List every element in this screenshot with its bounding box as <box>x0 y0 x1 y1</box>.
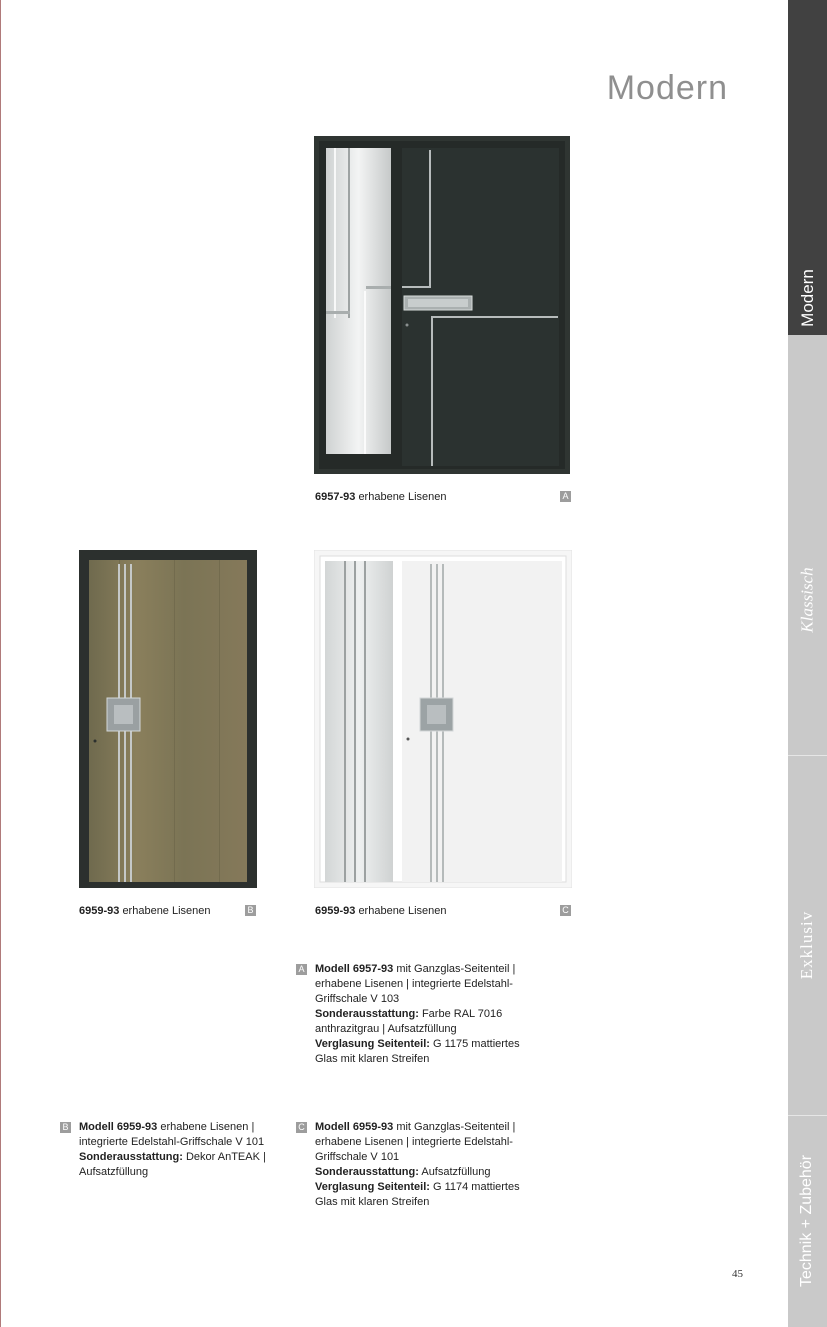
tab-modern[interactable] <box>788 0 827 335</box>
badge-c: C <box>296 1122 307 1133</box>
model-text: mit Ganzglas-Seitenteil | erhabene Lisenen | integrierte Edelstahl-Griffschale V 103 <box>315 963 516 1005</box>
sonder-text: Dekor AnTEAK | Aufsatzfüllung <box>79 1151 266 1178</box>
sonder-text: Farbe RAL 7016 anthrazitgrau | Aufsatzfüllung <box>315 1008 503 1035</box>
verglasung-text: G 1175 mattiertes Glas mit klaren Streifen <box>315 1038 520 1065</box>
verglasung-text: G 1174 mattiertes Glas mit klaren Streifen <box>315 1181 520 1208</box>
model-label: Modell 6959-93 <box>315 1121 394 1133</box>
door-caption-text: erhabene Lisenen <box>358 491 447 503</box>
door-caption-text: erhabene Lisenen <box>358 905 447 917</box>
sonder-text: Aufsatzfüllung <box>418 1166 491 1178</box>
badge-b: B <box>245 905 256 916</box>
badge-a: A <box>296 964 307 975</box>
door-image-a <box>314 136 570 474</box>
badge-b: B <box>60 1122 71 1133</box>
tab-label: Exklusiv <box>797 910 817 980</box>
sonder-label: Sonderausstattung: <box>315 1166 419 1178</box>
verglasung-label: Verglasung Seitenteil: <box>315 1181 430 1193</box>
page-number: 45 <box>732 1268 743 1280</box>
tab-technik[interactable] <box>788 1115 827 1327</box>
page-edge-rule <box>0 0 1 1327</box>
badge-a: A <box>560 491 571 502</box>
door-caption <box>315 905 447 917</box>
tab-divider <box>788 755 827 756</box>
tab-label: Modern <box>797 268 817 327</box>
description-b <box>79 1120 269 1180</box>
model-number: 6957-93 <box>315 491 356 503</box>
door-image-c <box>314 550 572 888</box>
description-c <box>315 1120 530 1210</box>
model-number: 6959-93 <box>79 905 120 917</box>
door-caption <box>79 905 211 917</box>
tab-label: Klassisch <box>797 567 817 633</box>
model-text: mit Ganzglas-Seitenteil | erhabene Lisenen | integrierte Edelstahl-Griffschale V 101 <box>315 1121 516 1163</box>
door-caption <box>315 491 447 503</box>
sonder-label: Sonderausstattung: <box>315 1008 419 1020</box>
model-label: Modell 6957-93 <box>315 963 394 975</box>
model-label: Modell 6959-93 <box>79 1121 158 1133</box>
section-tabs <box>788 0 827 1327</box>
tab-label: Technik + Zubehör <box>798 1154 816 1288</box>
model-text: erhabene Lisenen | integrierte Edelstahl-Griffschale V 101 <box>79 1121 265 1148</box>
tab-divider <box>788 1115 827 1116</box>
sonder-label: Sonderausstattung: <box>79 1151 183 1163</box>
page-title: Modern <box>606 68 728 107</box>
model-number: 6959-93 <box>315 905 356 917</box>
tab-exklusiv[interactable] <box>788 755 827 1115</box>
door-caption-text: erhabene Lisenen <box>122 905 211 917</box>
description-a <box>315 962 530 1067</box>
badge-c: C <box>560 905 571 916</box>
tab-klassisch[interactable] <box>788 335 827 755</box>
door-image-b <box>79 550 257 888</box>
verglasung-label: Verglasung Seitenteil: <box>315 1038 430 1050</box>
